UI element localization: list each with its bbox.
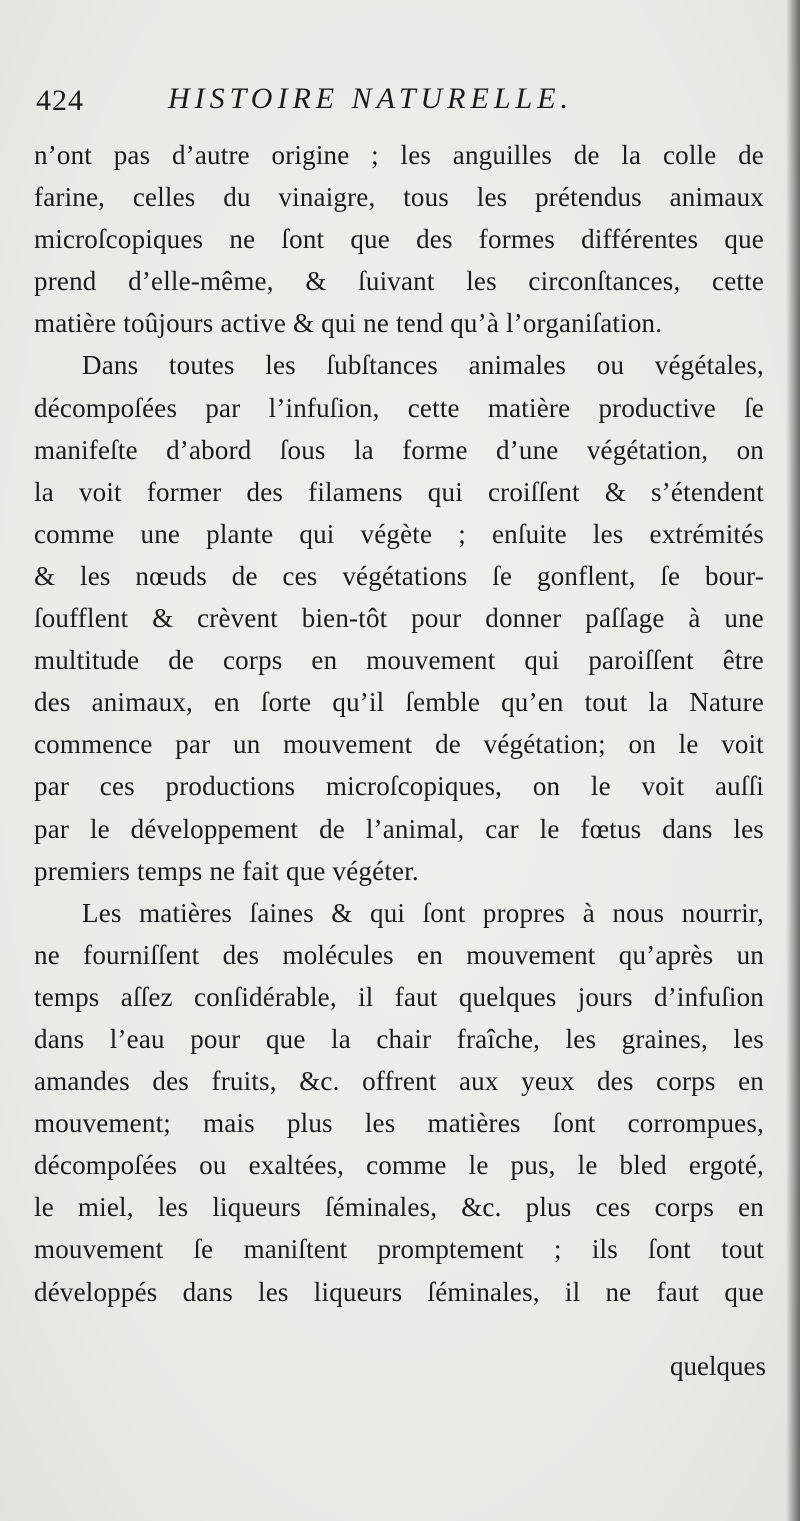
text-line: amandes des fruits, &c. offrent aux yeux des corps en bbox=[34, 1066, 764, 1097]
text-line: Les matières ſaines & qui ſont propres à nous nourrir, bbox=[82, 897, 764, 928]
text-line: multitude de corps en mouvement qui paroiſſent être bbox=[34, 645, 764, 676]
text-line: comme une plante qui végète ; enſuite les extrémités bbox=[34, 518, 764, 549]
text-line: le miel, les liqueurs ſéminales, &c. plus ces corps en bbox=[34, 1192, 764, 1223]
running-head: HISTOIRE NATURELLE. bbox=[168, 82, 574, 115]
text-line: ne fourniſſent des molécules en mouvement qu’après un bbox=[34, 939, 764, 970]
text-line: microſcopiques ne ſont que des formes différentes que bbox=[34, 224, 764, 255]
text-line: par le développement de l’animal, car le fœtus dans les bbox=[34, 813, 764, 844]
text-line: ſoufflent & crèvent bien-tôt pour donner paſſage à une bbox=[34, 603, 764, 634]
text-line: mouvement; mais plus les matières ſont corrompues, bbox=[34, 1108, 764, 1139]
text-line: dans l’eau pour que la chair fraîche, les graines, les bbox=[34, 1023, 764, 1054]
catchword: quelques bbox=[670, 1351, 766, 1381]
text-line: & les nœuds de ces végétations ſe gonflent, ſe bour- bbox=[34, 560, 764, 591]
page-number: 424 bbox=[36, 84, 84, 117]
body-text bbox=[34, 134, 764, 1313]
text-line: décompoſées ou exaltées, comme le pus, le bled ergoté, bbox=[34, 1150, 764, 1181]
text-line: commence par un mouvement de végétation; on le voit bbox=[34, 729, 764, 760]
text-line: Dans toutes les ſubſtances animales ou végétales, bbox=[82, 350, 764, 381]
text-line: des animaux, en ſorte qu’il ſemble qu’en tout la Nature bbox=[34, 687, 764, 718]
text-line: développés dans les liqueurs ſéminales, il ne faut que bbox=[34, 1276, 764, 1307]
page-header bbox=[36, 82, 766, 122]
page-edge-shadow bbox=[786, 0, 800, 1521]
text-line: mouvement ſe maniſtent promptement ; ils ſont tout bbox=[34, 1234, 764, 1265]
text-line: prend d’elle-même, & ſuivant les circonſtances, cette bbox=[34, 266, 764, 297]
text-line: temps aſſez conſidérable, il faut quelques jours d’infuſion bbox=[34, 981, 764, 1012]
text-line: matière toûjours active & qui ne tend qu’à l’organiſation. bbox=[34, 308, 663, 339]
text-line: n’ont pas d’autre origine ; les anguilles de la colle de bbox=[34, 140, 764, 170]
text-line: farine, celles du vinaigre, tous les prétendus animaux bbox=[34, 182, 764, 213]
text-line: la voit former des filamens qui croiſſent & s’étendent bbox=[34, 476, 764, 507]
text-line: décompoſées par l’infuſion, cette matière productive ſe bbox=[34, 392, 764, 423]
text-line: manifeſte d’abord ſous la forme d’une végétation, on bbox=[34, 434, 764, 465]
text-line: premiers temps ne fait que végéter. bbox=[34, 855, 419, 886]
text-line: par ces productions microſcopiques, on le voit auſſi bbox=[34, 771, 764, 802]
